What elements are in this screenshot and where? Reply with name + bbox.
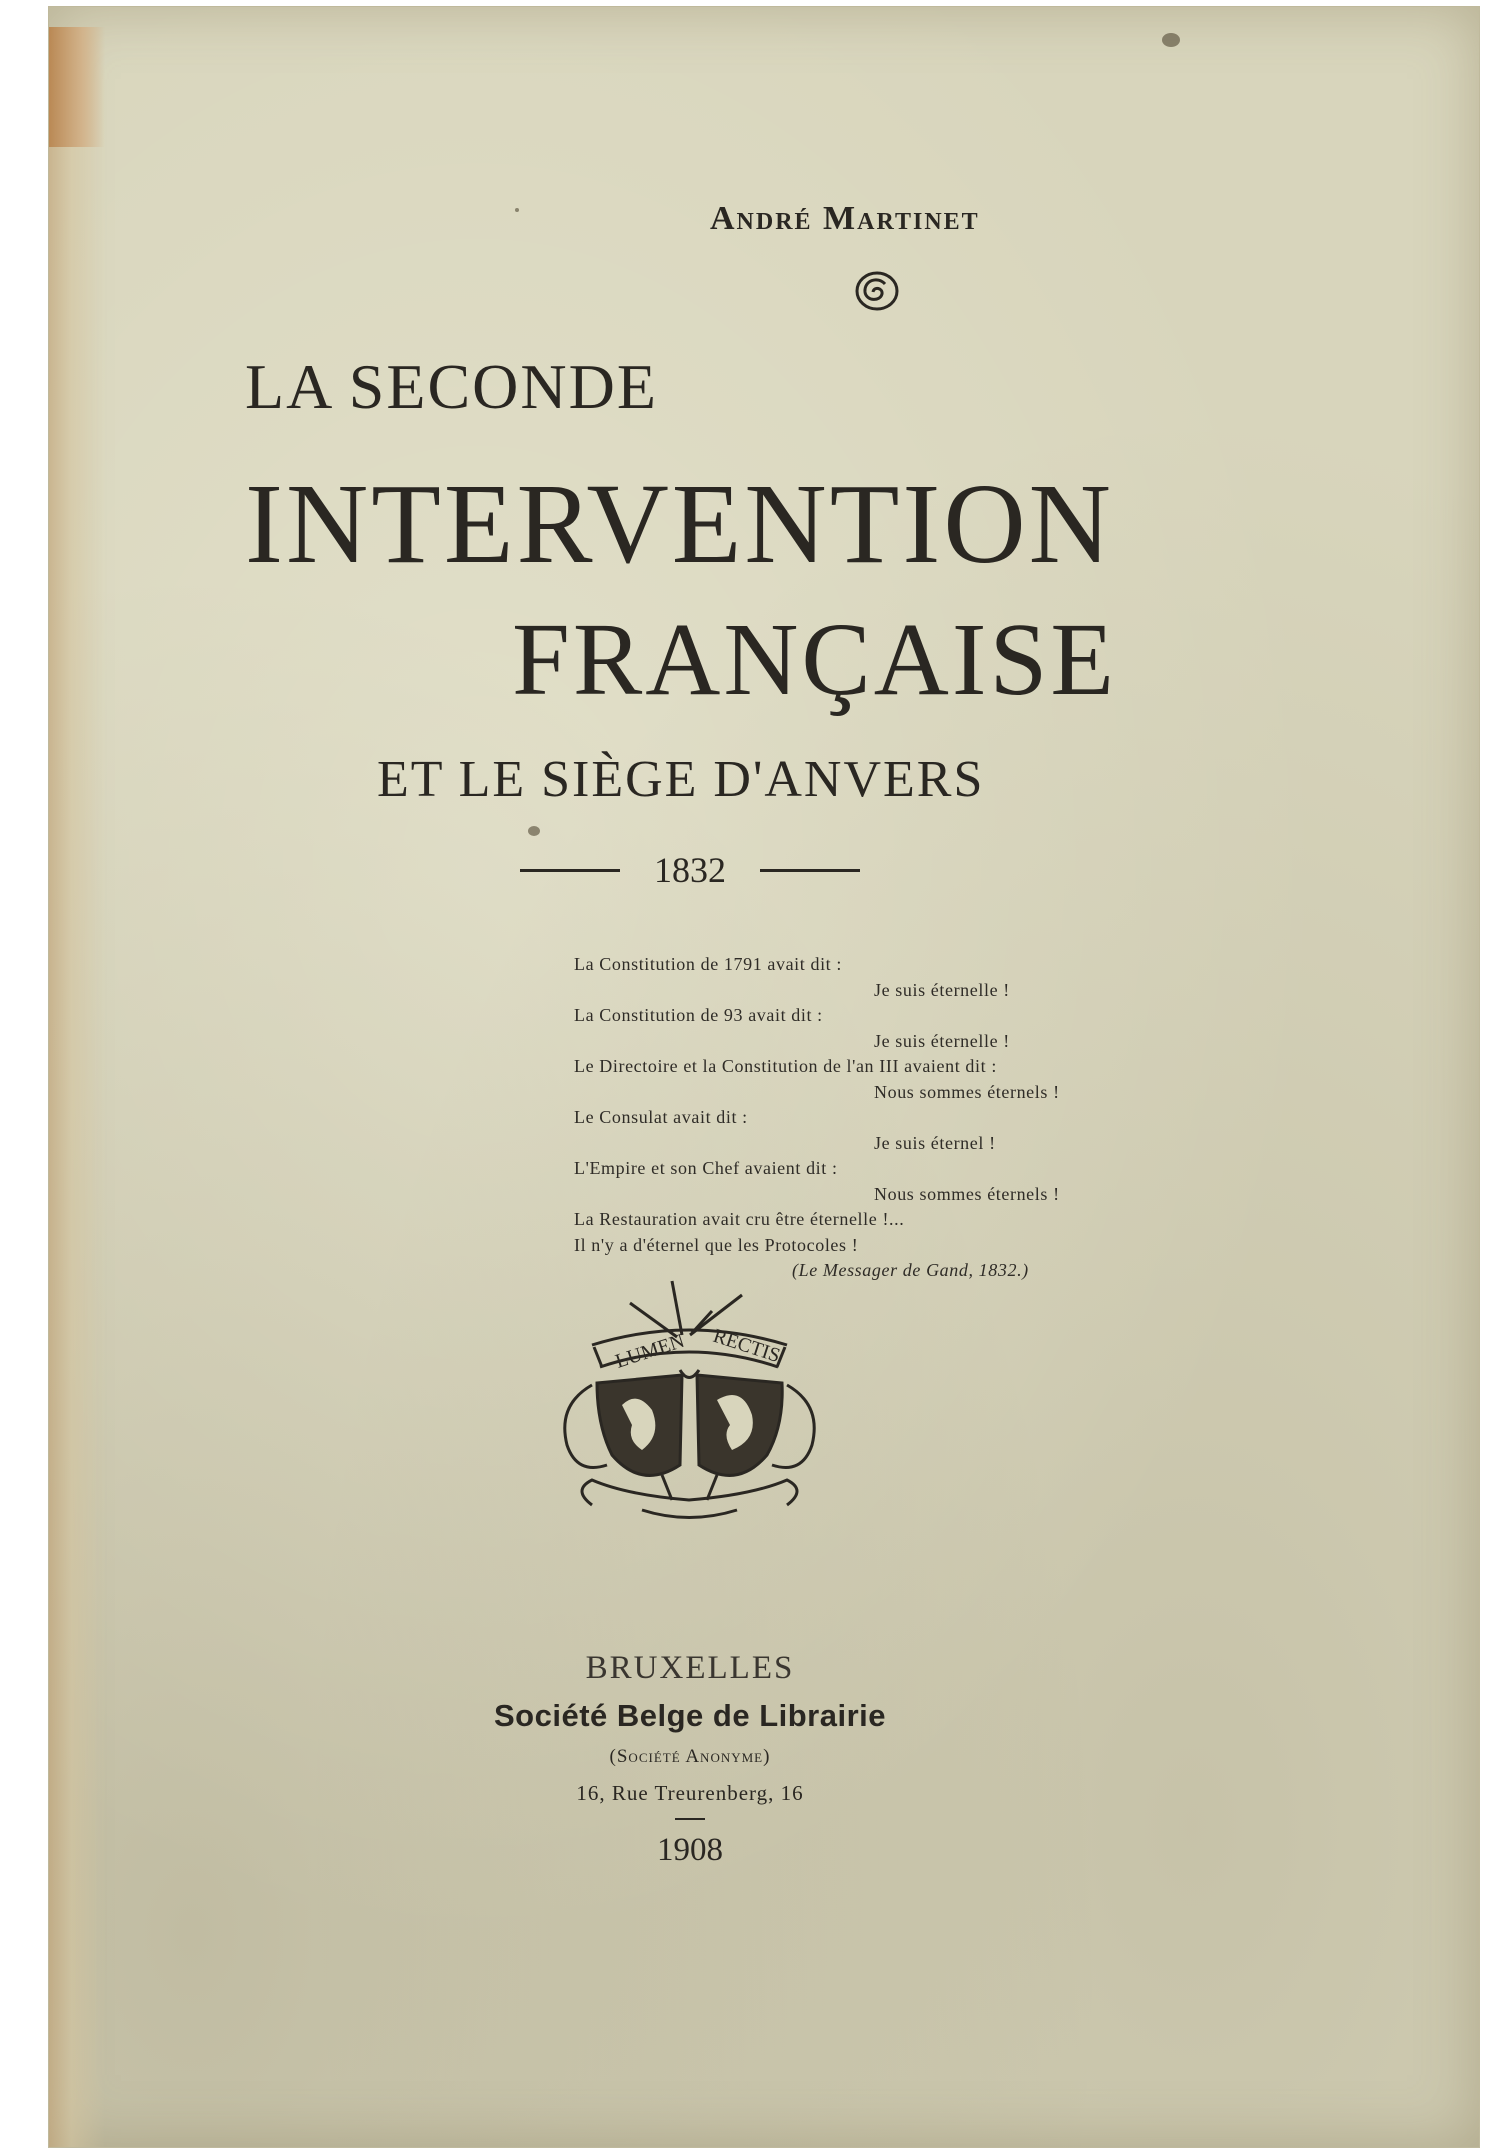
epigraph: [574, 952, 1114, 1284]
title-year: 1832: [654, 850, 726, 890]
publisher-address: 16, Rue Treurenberg, 16: [576, 1781, 804, 1805]
swirl-ornament-icon: [852, 268, 902, 314]
epigraph-line: Nous sommes éternels !: [874, 1081, 1060, 1102]
ink-blot: [515, 208, 519, 212]
epigraph-line: Je suis éternel !: [874, 1132, 996, 1153]
epigraph-line: Le Directoire et la Constitution de l'an III avaient dit :: [574, 1056, 997, 1076]
imprint-city: BRUXELLES: [585, 1650, 795, 1686]
epigraph-line: Il n'y a d'éternel que les Protocoles !: [574, 1234, 859, 1255]
epigraph-source: (Le Messager de Gand, 1832.): [792, 1260, 1029, 1280]
ink-blot: [1162, 33, 1180, 47]
author-name: André Martinet: [710, 200, 980, 237]
epigraph-line: Je suis éternelle !: [874, 1030, 1010, 1051]
right-rule: [760, 869, 860, 872]
ink-blot: [528, 826, 540, 836]
worn-spine-edge: [49, 27, 105, 2147]
publisher-name: Société Belge de Librairie: [493, 1698, 887, 1733]
epigraph-line: La Constitution de 1791 avait dit :: [574, 954, 842, 974]
title-line-2: INTERVENTION: [245, 460, 1115, 587]
epigraph-line: Je suis éternelle !: [874, 979, 1010, 1000]
publication-year: 1908: [657, 1832, 723, 1868]
epigraph-line: La Restauration avait cru être éternelle !...: [574, 1209, 905, 1229]
epigraph-line: Nous sommes éternels !: [874, 1183, 1060, 1204]
epigraph-line: L'Empire et son Chef avaient dit :: [574, 1158, 838, 1178]
publisher-type: (Société Anonyme): [609, 1746, 771, 1767]
epigraph-line: La Constitution de 93 avait dit :: [574, 1005, 823, 1025]
left-rule: [520, 869, 620, 872]
torn-spine-corner: [49, 27, 105, 147]
emblem-motto-right: RECTIS: [710, 1324, 783, 1368]
title-line-1: LA SECONDE: [245, 351, 658, 422]
imprint-separator: [675, 1818, 705, 1820]
publisher-emblem-icon: [552, 1275, 827, 1540]
emblem-motto-left: LUMEN: [612, 1329, 688, 1373]
year-with-rules: [520, 848, 860, 892]
epigraph-line: Le Consulat avait dit :: [574, 1107, 748, 1127]
title-line-3: FRANÇAISE: [512, 602, 1117, 717]
title-line-4: ET LE SIÈGE D'ANVERS: [377, 751, 985, 808]
